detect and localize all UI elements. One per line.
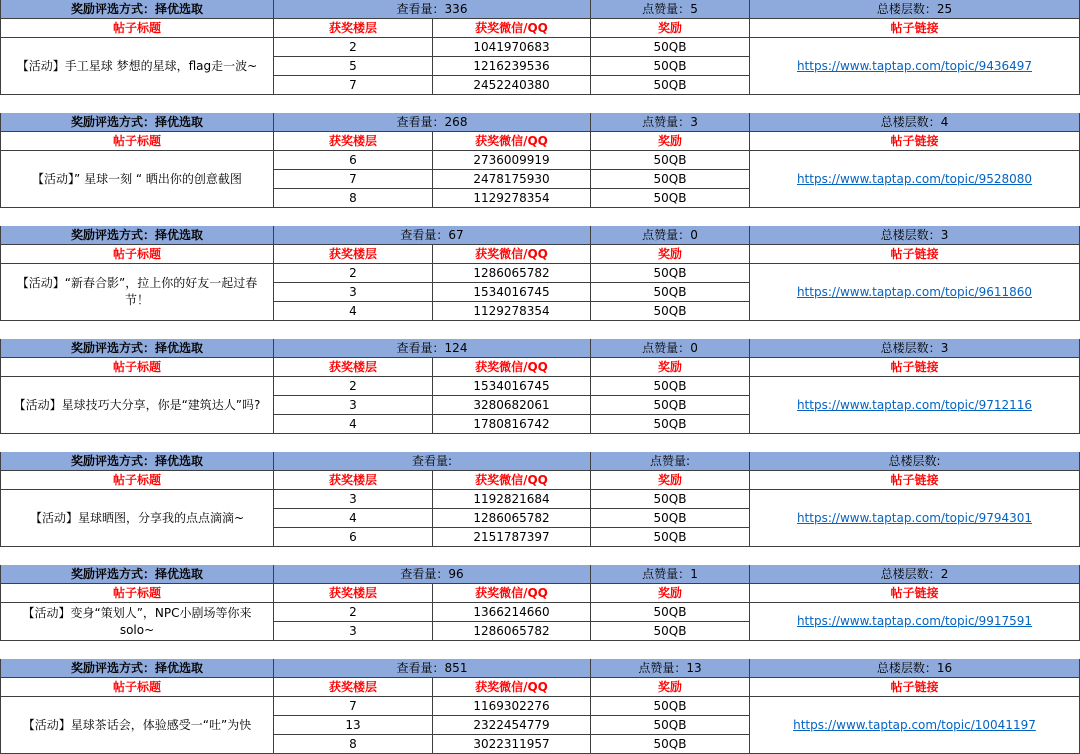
winner-contact: 2151787397 [473,529,550,544]
col-header-floor[interactable] [274,245,433,264]
views-value: 268 [444,114,468,129]
col-header-title-label: 帖子标题 [112,472,161,487]
winner-contact-cell[interactable] [433,415,591,434]
winner-contact: 1286065782 [473,510,550,525]
winner-reward: 50QB [653,510,687,525]
views-label: 查看量： [396,340,445,355]
winner-floor: 4 [349,510,357,525]
floors-value: 3 [940,340,949,355]
winner-floor: 7 [349,171,357,186]
likes-cell[interactable] [591,0,750,19]
winner-contact-cell[interactable] [433,189,591,208]
views-cell[interactable] [274,452,591,471]
winner-reward: 50QB [653,416,687,431]
post-title: 【活动】星球茶话会，体验感受一“吐”为快 [22,717,252,732]
winner-contact-cell[interactable] [433,528,591,547]
col-header-title-label: 帖子标题 [112,20,161,35]
views-cell[interactable] [274,565,591,584]
winner-reward: 50QB [653,190,687,205]
col-header-reward-label: 奖励 [657,472,682,487]
winner-reward: 50QB [653,171,687,186]
likes-label: 点赞量： [638,660,687,675]
winner-floor: 3 [349,284,357,299]
likes-value: 1 [690,566,698,581]
winner-reward-cell[interactable] [591,76,750,95]
col-header-title[interactable] [0,245,274,264]
floors-label: 总楼层数： [880,340,941,355]
col-header-title-label: 帖子标题 [112,585,161,600]
likes-cell[interactable] [591,226,750,245]
floors-value: 4 [940,114,949,129]
winner-floor-cell[interactable] [274,38,433,57]
winner-floor-cell[interactable] [274,264,433,283]
col-header-contact-label: 获奖微信/QQ [475,585,548,600]
col-header-link[interactable] [750,678,1080,697]
post-link[interactable]: https://www.taptap.com/topic/10041197 [793,717,1036,732]
winner-floor: 3 [349,397,357,412]
post-block [0,452,1080,547]
col-header-floor-label: 获奖楼层 [328,679,377,694]
likes-cell[interactable] [591,339,750,358]
col-header-reward-label: 奖励 [657,585,682,600]
col-header-reward-label: 奖励 [657,20,682,35]
floors-cell[interactable] [750,659,1080,678]
winner-floor: 5 [349,58,357,73]
col-header-link-label: 帖子链接 [890,133,939,148]
winner-floor-cell[interactable] [274,697,433,716]
likes-cell[interactable] [591,113,750,132]
col-header-floor[interactable] [274,584,433,603]
col-header-contact-label: 获奖微信/QQ [475,133,548,148]
selection-method-label: 奖励评选方式：择优选取 [70,566,203,581]
views-value: 96 [448,566,464,581]
post-title-cell[interactable] [0,264,274,321]
post-link[interactable]: https://www.taptap.com/topic/9611860 [796,284,1033,299]
winner-floor-cell[interactable] [274,490,433,509]
selection-method-label: 奖励评选方式：择优选取 [70,453,203,468]
col-header-contact[interactable] [433,358,591,377]
floors-cell[interactable] [750,113,1080,132]
col-header-link-label: 帖子链接 [890,472,939,487]
winner-reward-cell[interactable] [591,170,750,189]
col-header-floor-label: 获奖楼层 [328,585,377,600]
winner-reward: 50QB [653,491,687,506]
col-header-contact-label: 获奖微信/QQ [475,20,548,35]
winner-floor: 4 [349,303,357,318]
winner-floor: 8 [349,736,357,751]
views-label: 查看量： [396,1,445,16]
winner-floor: 3 [349,491,357,506]
col-header-title[interactable] [0,358,274,377]
floors-label: 总楼层数： [880,566,941,581]
col-header-contact-label: 获奖微信/QQ [475,359,548,374]
winner-floor: 7 [349,698,357,713]
winner-contact-cell[interactable] [433,396,591,415]
winner-contact-cell[interactable] [433,697,591,716]
floors-value: 2 [940,566,949,581]
views-cell[interactable] [274,339,591,358]
winner-floor: 2 [349,604,357,619]
winner-reward-cell[interactable] [591,189,750,208]
col-header-title-label: 帖子标题 [112,679,161,694]
views-label: 查看量： [400,227,449,242]
col-header-reward[interactable] [591,471,750,490]
col-header-reward-label: 奖励 [657,679,682,694]
selection-method-label: 奖励评选方式：择优选取 [70,227,203,242]
post-title-cell[interactable] [0,151,274,208]
winner-reward: 50QB [653,152,687,167]
winner-floor-cell[interactable] [274,603,433,622]
winner-floor: 7 [349,77,357,92]
post-link[interactable]: https://www.taptap.com/topic/9794301 [796,510,1033,525]
winner-contact-cell[interactable] [433,603,591,622]
col-header-title[interactable] [0,471,274,490]
col-header-floor-label: 获奖楼层 [328,359,377,374]
col-header-title[interactable] [0,678,274,697]
winner-floor-cell[interactable] [274,151,433,170]
winner-floor-cell[interactable] [274,509,433,528]
views-cell[interactable] [274,0,591,19]
likes-value: 0 [690,340,698,355]
selection-method-cell[interactable] [0,226,274,245]
col-header-floor-label: 获奖楼层 [328,472,377,487]
winner-reward-cell[interactable] [591,396,750,415]
col-header-title-label: 帖子标题 [112,246,161,261]
views-value: 124 [444,340,468,355]
winner-reward-cell[interactable] [591,716,750,735]
floors-cell[interactable] [750,0,1080,19]
winner-reward: 50QB [653,284,687,299]
winner-contact-cell[interactable] [433,302,591,321]
winner-reward-cell[interactable] [591,528,750,547]
winner-contact-cell[interactable] [433,490,591,509]
post-title-cell[interactable] [0,697,274,754]
likes-cell[interactable] [591,659,750,678]
winner-reward: 50QB [653,529,687,544]
winner-contact: 2478175930 [473,171,550,186]
col-header-title-label: 帖子标题 [112,133,161,148]
winner-contact-cell[interactable] [433,57,591,76]
col-header-reward-label: 奖励 [657,133,682,148]
floors-value: 16 [936,660,953,675]
post-title: 【活动】星球技巧大分享，你是“建筑达人”吗? [13,397,261,412]
floors-value: 25 [936,1,953,16]
post-title: 【活动】变身“策划人”，NPC小剧场等你来solo~ [22,605,252,637]
winner-contact: 1286065782 [473,265,550,280]
floors-label: 总楼层数： [876,1,937,16]
col-header-link-label: 帖子链接 [890,246,939,261]
selection-method-label: 奖励评选方式：择优选取 [70,114,203,129]
winner-reward-cell[interactable] [591,151,750,170]
winner-reward-cell[interactable] [591,57,750,76]
views-value: 336 [444,1,468,16]
winner-contact-cell[interactable] [433,151,591,170]
col-header-link[interactable] [750,132,1080,151]
winner-contact: 2736009919 [473,152,550,167]
winner-contact: 1169302276 [473,698,550,713]
views-label: 查看量: [411,453,453,468]
likes-value: 3 [690,114,698,129]
winner-contact: 3022311957 [473,736,550,751]
winner-contact-cell[interactable] [433,716,591,735]
col-header-link[interactable] [750,584,1080,603]
post-title: 【活动】“新春合影”，拉上你的好友一起过春节！ [16,276,258,307]
winner-floor: 8 [349,190,357,205]
winner-floor: 4 [349,416,357,431]
winner-floor-cell[interactable] [274,528,433,547]
selection-method-cell[interactable] [0,113,274,132]
post-block [0,659,1080,754]
winner-floor: 3 [349,623,357,638]
winner-contact: 1534016745 [473,378,550,393]
winner-reward: 50QB [653,604,687,619]
selection-method-cell[interactable] [0,0,274,19]
winner-floor-cell[interactable] [274,716,433,735]
selection-method-cell[interactable] [0,339,274,358]
winner-contact: 1129278354 [473,190,550,205]
col-header-floor[interactable] [274,678,433,697]
col-header-link-label: 帖子链接 [890,679,939,694]
post-link-cell[interactable] [750,697,1080,754]
winner-reward: 50QB [653,378,687,393]
post-title-cell[interactable] [0,603,274,641]
selection-method-label: 奖励评选方式：择优选取 [70,660,203,675]
winner-reward-cell[interactable] [591,283,750,302]
winner-reward: 50QB [653,39,687,54]
winner-floor-cell[interactable] [274,189,433,208]
winner-floor: 2 [349,265,357,280]
winner-floor-cell[interactable] [274,170,433,189]
winner-floor-cell[interactable] [274,622,433,641]
winner-floor-cell[interactable] [274,57,433,76]
col-header-contact[interactable] [433,132,591,151]
winner-reward-cell[interactable] [591,735,750,754]
winner-contact: 1534016745 [473,284,550,299]
col-header-reward-label: 奖励 [657,246,682,261]
winner-contact-cell[interactable] [433,377,591,396]
floors-label: 总楼层数: [888,453,941,468]
winner-floor-cell[interactable] [274,735,433,754]
winner-floor-cell[interactable] [274,377,433,396]
post-link-cell[interactable] [750,377,1080,434]
winner-reward: 50QB [653,397,687,412]
winner-contact-cell[interactable] [433,622,591,641]
col-header-link[interactable] [750,471,1080,490]
winner-contact-cell[interactable] [433,735,591,754]
winner-contact: 1286065782 [473,623,550,638]
floors-cell[interactable] [750,452,1080,471]
winner-reward: 50QB [653,623,687,638]
winner-reward-cell[interactable] [591,603,750,622]
winner-reward-cell[interactable] [591,38,750,57]
selection-method-label: 奖励评选方式：择优选取 [70,1,203,16]
winner-contact: 1780816742 [473,416,550,431]
col-header-floor[interactable] [274,358,433,377]
likes-label: 点赞量： [642,340,691,355]
post-title: 【活动】星球晒图，分享我的点点滴滴~ [29,510,245,525]
likes-label: 点赞量： [642,227,691,242]
post-link-cell[interactable] [750,603,1080,641]
winner-reward-cell[interactable] [591,490,750,509]
floors-label: 总楼层数： [880,114,941,129]
post-block [0,565,1080,641]
winner-contact-cell[interactable] [433,38,591,57]
post-block [0,226,1080,321]
col-header-floor-label: 获奖楼层 [328,133,377,148]
floors-cell[interactable] [750,565,1080,584]
winner-reward: 50QB [653,265,687,280]
col-header-reward[interactable] [591,358,750,377]
floors-label: 总楼层数： [880,227,941,242]
likes-value: 5 [690,1,698,16]
winner-contact: 1041970683 [473,39,550,54]
col-header-title[interactable] [0,132,274,151]
winner-reward: 50QB [653,736,687,751]
floors-label: 总楼层数： [876,660,937,675]
post-link-cell[interactable] [750,38,1080,95]
post-block [0,0,1080,95]
likes-label: 点赞量： [642,1,691,16]
col-header-contact[interactable] [433,584,591,603]
col-header-link[interactable] [750,245,1080,264]
col-header-contact-label: 获奖微信/QQ [475,679,548,694]
winner-floor: 2 [349,378,357,393]
views-label: 查看量： [396,114,445,129]
winner-floor-cell[interactable] [274,396,433,415]
floors-cell[interactable] [750,226,1080,245]
winner-contact: 2322454779 [473,717,550,732]
winner-contact-cell[interactable] [433,264,591,283]
post-link[interactable]: https://www.taptap.com/topic/9436497 [796,58,1033,73]
col-header-title[interactable] [0,584,274,603]
likes-label: 点赞量： [642,566,691,581]
likes-label: 点赞量: [649,453,691,468]
likes-cell[interactable] [591,452,750,471]
winner-reward-cell[interactable] [591,697,750,716]
col-header-reward-label: 奖励 [657,359,682,374]
views-cell[interactable] [274,226,591,245]
col-header-contact-label: 获奖微信/QQ [475,472,548,487]
views-label: 查看量： [400,566,449,581]
post-block [0,113,1080,208]
winner-reward-cell[interactable] [591,622,750,641]
winner-contact: 1129278354 [473,303,550,318]
col-header-contact-label: 获奖微信/QQ [475,246,548,261]
views-value: 67 [448,227,464,242]
selection-method-label: 奖励评选方式：择优选取 [70,340,203,355]
winner-floor-cell[interactable] [274,283,433,302]
post-link-cell[interactable] [750,264,1080,321]
winner-reward-cell[interactable] [591,415,750,434]
post-link-cell[interactable] [750,151,1080,208]
post-title-cell[interactable] [0,490,274,547]
col-header-reward[interactable] [591,678,750,697]
col-header-reward[interactable] [591,132,750,151]
col-header-floor[interactable] [274,19,433,38]
selection-method-cell[interactable] [0,452,274,471]
winner-reward: 50QB [653,717,687,732]
post-title: 【活动】手工星球 梦想的星球，flag走一波~ [16,58,258,73]
winner-contact-cell[interactable] [433,283,591,302]
post-link-cell[interactable] [750,490,1080,547]
col-header-link[interactable] [750,358,1080,377]
likes-label: 点赞量： [642,114,691,129]
views-value: 851 [444,660,468,675]
col-header-contact[interactable] [433,678,591,697]
post-link[interactable]: https://www.taptap.com/topic/9917591 [796,614,1033,628]
winner-contact: 1366214660 [473,604,550,619]
selection-method-cell[interactable] [0,565,274,584]
winner-contact-cell[interactable] [433,509,591,528]
floors-cell[interactable] [750,339,1080,358]
floors-value: 3 [940,227,949,242]
col-header-title-label: 帖子标题 [112,359,161,374]
likes-value: 0 [690,227,698,242]
col-header-floor-label: 获奖楼层 [328,246,377,261]
winner-reward-cell[interactable] [591,302,750,321]
winner-contact-cell[interactable] [433,76,591,95]
post-link[interactable]: https://www.taptap.com/topic/9712116 [796,397,1033,412]
col-header-link-label: 帖子链接 [890,359,939,374]
likes-cell[interactable] [591,565,750,584]
col-header-floor[interactable] [274,471,433,490]
winner-floor: 2 [349,39,357,54]
likes-value: 13 [686,660,702,675]
selection-method-cell[interactable] [0,659,274,678]
col-header-reward[interactable] [591,19,750,38]
post-link[interactable]: https://www.taptap.com/topic/9528080 [796,171,1033,186]
winner-contact: 3280682061 [473,397,550,412]
post-title-cell[interactable] [0,377,274,434]
col-header-floor-label: 获奖楼层 [328,20,377,35]
winner-floor: 6 [349,152,357,167]
col-header-link[interactable] [750,19,1080,38]
winner-reward: 50QB [653,698,687,713]
winner-reward-cell[interactable] [591,264,750,283]
views-cell[interactable] [274,659,591,678]
winner-contact: 1192821684 [473,491,550,506]
post-title: 【活动】” 星球一刻 “ 晒出你的创意截图 [32,171,242,186]
winner-contact: 1216239536 [473,58,550,73]
col-header-reward[interactable] [591,245,750,264]
winner-reward: 50QB [653,58,687,73]
views-cell[interactable] [274,113,591,132]
views-label: 查看量： [396,660,445,675]
col-header-reward[interactable] [591,584,750,603]
post-title-cell[interactable] [0,38,274,95]
col-header-link-label: 帖子链接 [890,585,939,600]
winner-floor-cell[interactable] [274,415,433,434]
col-header-contact[interactable] [433,245,591,264]
winner-reward: 50QB [653,77,687,92]
col-header-title[interactable] [0,19,274,38]
col-header-link-label: 帖子链接 [890,20,939,35]
col-header-contact[interactable] [433,19,591,38]
winner-reward-cell[interactable] [591,509,750,528]
winner-reward-cell[interactable] [591,377,750,396]
winner-contact-cell[interactable] [433,170,591,189]
col-header-contact[interactable] [433,471,591,490]
post-block [0,339,1080,434]
winner-floor: 6 [349,529,357,544]
col-header-floor[interactable] [274,132,433,151]
winner-floor-cell[interactable] [274,76,433,95]
winner-reward: 50QB [653,303,687,318]
winner-floor: 13 [345,717,361,732]
winner-contact: 2452240380 [473,77,550,92]
winner-floor-cell[interactable] [274,302,433,321]
